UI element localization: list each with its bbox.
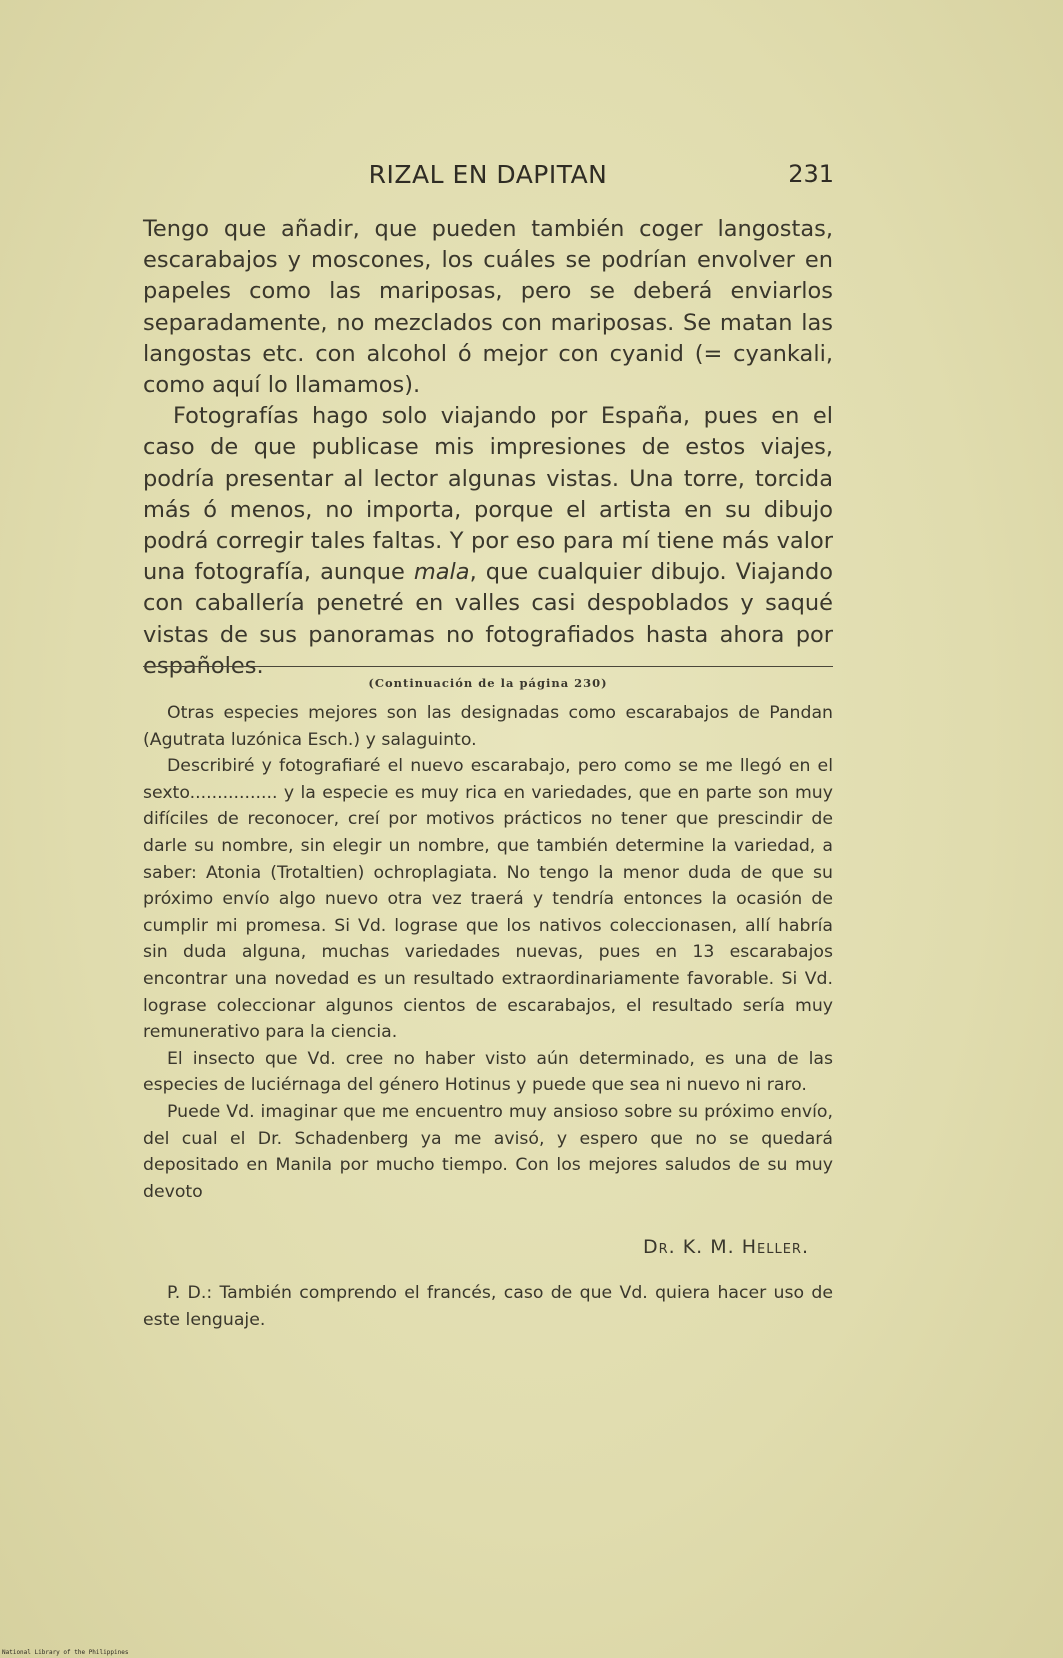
main-paragraph-2-before: Fotografías hago solo viajando por España, pues en el caso de que publicase mis impresiones de estos viajes, podría presentar al lector algunas vistas. Una torre, torcida más ó menos, no importa, porque el artista en su dibujo podrá corregir tales faltas. Y por eso para mí tiene más valor una fotografía, aunque bbox=[143, 403, 833, 586]
signature: Dr. K. M. Heller. bbox=[642, 1236, 809, 1258]
footnote-rule bbox=[143, 666, 833, 667]
running-head bbox=[142, 160, 834, 200]
running-title: RIZAL EN DAPITAN bbox=[368, 160, 608, 189]
library-credit: National Library of the Philippines bbox=[2, 1649, 129, 1656]
footnote-text bbox=[143, 700, 833, 1205]
main-paragraph-2-after: , que cualquier dibujo. Viajando con caballería penetré en valles casi despoblados y saqué vistas de sus panoramas no fotografiados hasta ahora por españoles. bbox=[143, 559, 833, 679]
postscript-paragraph: P. D.: También comprendo el francés, caso de que Vd. quiera hacer uso de este lenguaje. bbox=[143, 1283, 833, 1330]
main-paragraph-1: Tengo que añadir, que pueden también coger langostas, escarabajos y moscones, los cuáles se podrían envolver en papeles como las mariposas, pero se deberá enviarlos separadamente, no mezclados con mariposas. Se matan las langostas etc. con alcohol ó mejor con cyanid (= cyankali, como aquí lo llamamos). bbox=[143, 216, 833, 399]
footnote-paragraph-1: Otras especies mejores son las designadas como escarabajos de Pandan (Agutrata luzónica Esch.) y salaguinto. bbox=[143, 703, 833, 750]
main-text bbox=[143, 214, 833, 682]
footnote-paragraph-3: El insecto que Vd. cree no haber visto aún determinado, es una de las especies de luciérnaga del género Hotinus y puede que sea ni nuevo ni raro. bbox=[143, 1048, 833, 1096]
emphasis-word: mala bbox=[413, 559, 470, 586]
page-number: 231 bbox=[788, 160, 834, 188]
main-paragraph-2 bbox=[143, 401, 833, 682]
footnote-paragraph-4: Puede Vd. imaginar que me encuentro muy ansioso sobre su próximo envío, del cual el Dr. Schadenberg ya me avisó, y espero que no se quedará depositado en Manila por mucho tiempo. Con los mejores saludos de su muy devoto bbox=[143, 1101, 833, 1202]
continuation-note: (Continuación de la página 230) bbox=[368, 676, 608, 690]
postscript bbox=[143, 1280, 833, 1334]
footnote-paragraph-2: Describiré y fotografiaré el nuevo escarabajo, pero como se me llegó en el sexto................ y la especie es muy rica en variedades, que en parte son muy difíciles de reconocer, creí por motivos prácticos no tener que prescindir de darle su nombre, sin elegir un nombre, que también determine la variedad, a saber: Atonia (Trotaltien) ochroplagiata. No tengo la menor duda de que su próximo envío algo nuevo otra vez traerá y tendría entonces la ocasión de cumplir mi promesa. Si Vd. lograse que los nativos coleccionasen, allí habría sin duda alguna, muchas variedades nuevas, pues en 13 escarabajos encontrar una novedad es un resultado extraordinariamente favorable. Si Vd. lograse coleccionar algunos cientos de escarabajos, el resultado sería muy remunerativo para la ciencia. bbox=[143, 756, 833, 1043]
